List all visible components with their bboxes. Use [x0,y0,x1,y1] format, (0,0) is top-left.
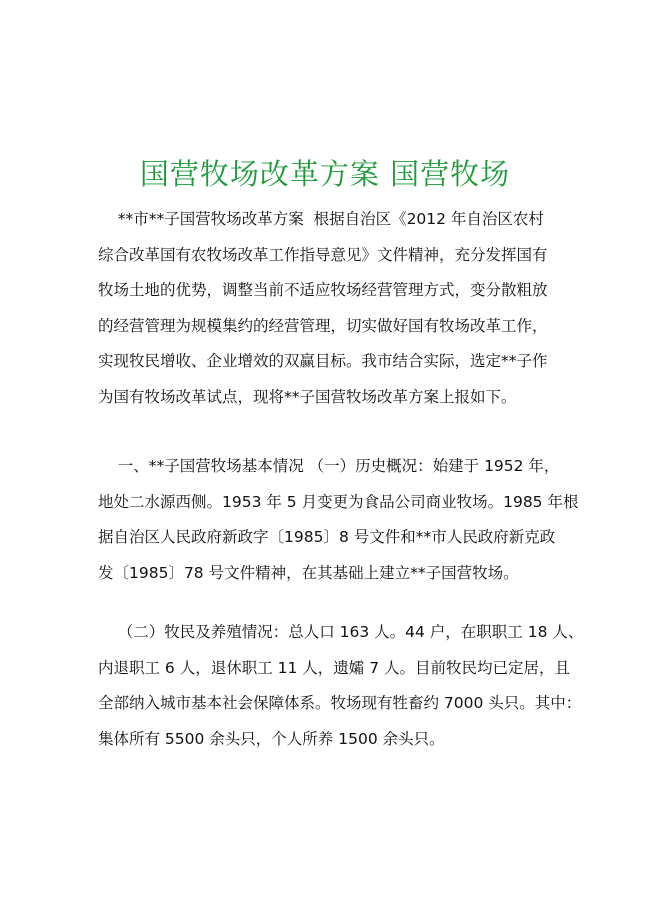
text-line: 全部纳入城市基本社会保障体系。牧场现有牲畜约 7000 头只。其中： [98,694,582,712]
text-line: 地处二水源西侧。1953 年 5 月变更为食品公司商业牧场。1985 年根 [98,492,579,511]
text-line: 的经营管理为规模集约的经营管理，切实做好国有牧场改革工作， [98,316,548,335]
text-line: 牧场土地的优势，调整当前不适应牧场经营管理方式，变分散粗放 [98,281,548,299]
paragraph-basic-situation [98,449,578,591]
text-line: 综合改革国有农牧场改革工作指导意见》文件精神，充分发挥国有 [98,245,548,264]
text-line: 内退职工 6 人，退休职工 11 人，遗孀 7 人。目前牧民均已定居，且 [98,658,571,677]
text-line: （二）牧民及养殖情况：总人口 163 人。44 户，在职职工 18 人、 [98,623,584,641]
text-line: 一、**子国营牧场基本情况 （一）历史概况：始建于 1952 年， [98,457,560,475]
text-line: 据自治区人民政府新政字〔1985〕8 号文件和**市人民政府新克政 [98,528,556,546]
paragraph-herders-livestock [98,615,584,757]
text-line: 为国有牧场改革试点，现将**子国营牧场改革方案上报如下。 [98,387,517,406]
paragraph-intro [98,202,578,415]
text-line: 集体所有 5500 余头只，个人所养 1500 余头只。 [98,729,445,748]
text-line: 发〔1985〕78 号文件精神，在其基础上建立**子国营牧场。 [98,563,519,582]
document-title: 国营牧场改革方案 国营牧场 [139,157,511,191]
text-line: 实现牧民增收、企业增效的双赢目标。我市结合实际，选定**子作 [98,352,548,370]
text-line: **市**子国营牧场改革方案 根据自治区《2012 年自治区农村 [98,210,544,228]
